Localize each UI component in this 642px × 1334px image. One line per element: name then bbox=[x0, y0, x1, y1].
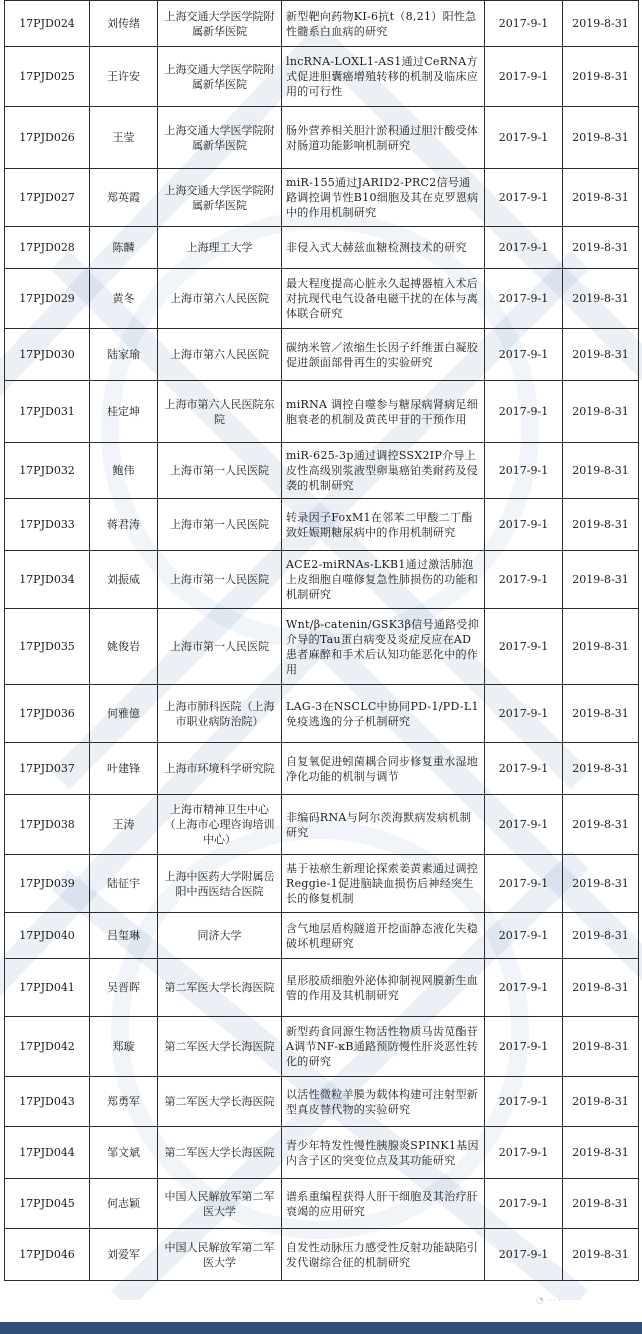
project-title-cell: 转录因子FoxM1在邻苯二甲酸二丁酯致妊娠期糖尿病中的作用机制研究 bbox=[282, 499, 485, 551]
leader-name-cell: 王涛 bbox=[90, 795, 158, 855]
institution-cell: 中国人民解放军第二军医大学 bbox=[158, 1229, 282, 1281]
start-date-cell: 2017-9-1 bbox=[485, 1, 563, 47]
project-id-cell: 17PJD034 bbox=[5, 551, 90, 609]
start-date-cell: 2017-9-1 bbox=[485, 269, 563, 329]
table-row bbox=[5, 381, 639, 443]
institution-cell: 第二军医大学长海医院 bbox=[158, 1017, 282, 1077]
end-date-cell: 2019-8-31 bbox=[563, 1179, 639, 1229]
end-date-cell: 2019-8-31 bbox=[563, 1017, 639, 1077]
project-id-cell: 17PJD036 bbox=[5, 685, 90, 743]
start-date-cell: 2017-9-1 bbox=[485, 855, 563, 913]
project-id-cell: 17PJD028 bbox=[5, 227, 90, 269]
start-date-cell: 2017-9-1 bbox=[485, 913, 563, 959]
institution-cell: 上海市第一人民医院 bbox=[158, 609, 282, 685]
start-date-cell: 2017-9-1 bbox=[485, 227, 563, 269]
project-title-cell: 非编码RNA与阿尔茨海默病发病机制研究 bbox=[282, 795, 485, 855]
start-date-cell: 2017-9-1 bbox=[485, 1179, 563, 1229]
end-date-cell: 2019-8-31 bbox=[563, 913, 639, 959]
start-date-cell: 2017-9-1 bbox=[485, 1229, 563, 1281]
project-title-cell: 肠外营养相关胆汁淤积通过胆汁酸受体对肠道功能影响机制研究 bbox=[282, 107, 485, 169]
table-row bbox=[5, 1077, 639, 1127]
end-date-cell: 2019-8-31 bbox=[563, 685, 639, 743]
project-title-cell: 最大程度提高心脏永久起搏器植入术后对抗现代电气设备电磁干扰的在体与离体联合研究 bbox=[282, 269, 485, 329]
leader-name-cell: 桂定坤 bbox=[90, 381, 158, 443]
leader-name-cell: 鲍伟 bbox=[90, 443, 158, 499]
start-date-cell: 2017-9-1 bbox=[485, 743, 563, 795]
project-title-cell: 新型靶向药物KI-6抗t（8,21）阳性急性髓系白血病的研究 bbox=[282, 1, 485, 47]
leader-name-cell: 郑璇 bbox=[90, 1017, 158, 1077]
table-row bbox=[5, 1229, 639, 1281]
start-date-cell: 2017-9-1 bbox=[485, 443, 563, 499]
leader-name-cell: 何雅億 bbox=[90, 685, 158, 743]
project-title-cell: 新型药食同源生物活性物质马齿苋酯苷A调节NF-κB通路预防慢性肝炎恶性转化的研究 bbox=[282, 1017, 485, 1077]
start-date-cell: 2017-9-1 bbox=[485, 795, 563, 855]
project-title-cell: Wnt/β-catenin/GSK3β信号通路受抑介导的Tau蛋白病变及炎症反应在AD患者麻醉和手术后认知功能恶化中的作用 bbox=[282, 609, 485, 685]
institution-cell: 上海市肺科医院（上海市职业病防治院） bbox=[158, 685, 282, 743]
table-row bbox=[5, 499, 639, 551]
table-row bbox=[5, 1, 639, 47]
leader-name-cell: 邹文斌 bbox=[90, 1127, 158, 1179]
institution-cell: 同济大学 bbox=[158, 913, 282, 959]
institution-cell: 上海市第六人民医院东院 bbox=[158, 381, 282, 443]
leader-name-cell: 刘爱军 bbox=[90, 1229, 158, 1281]
project-id-cell: 17PJD042 bbox=[5, 1017, 90, 1077]
table-row bbox=[5, 227, 639, 269]
project-id-cell: 17PJD027 bbox=[5, 169, 90, 227]
leader-name-cell: 王许安 bbox=[90, 47, 158, 107]
institution-cell: 第二军医大学长海医院 bbox=[158, 1127, 282, 1179]
institution-cell: 上海交通大学医学院附属新华医院 bbox=[158, 47, 282, 107]
institution-cell: 上海市第一人民医院 bbox=[158, 499, 282, 551]
project-id-cell: 17PJD035 bbox=[5, 609, 90, 685]
project-title-cell: LAG-3在NSCLC中协同PD-1/PD-L1免疫逃逸的分子机制研究 bbox=[282, 685, 485, 743]
start-date-cell: 2017-9-1 bbox=[485, 381, 563, 443]
table-row bbox=[5, 743, 639, 795]
end-date-cell: 2019-8-31 bbox=[563, 1077, 639, 1127]
table-row bbox=[5, 269, 639, 329]
end-date-cell: 2019-8-31 bbox=[563, 107, 639, 169]
project-title-cell: miR-155通过JARID2-PRC2信号通路调控调节性B10细胞及其在克罗恩病中的作用机制研究 bbox=[282, 169, 485, 227]
leader-name-cell: 陆征宇 bbox=[90, 855, 158, 913]
table-row bbox=[5, 107, 639, 169]
project-id-cell: 17PJD024 bbox=[5, 1, 90, 47]
table-row bbox=[5, 443, 639, 499]
project-title-cell: 谱系重编程获得人肝干细胞及其治疗肝衰竭的应用研究 bbox=[282, 1179, 485, 1229]
institution-cell: 上海市环境科学研究院 bbox=[158, 743, 282, 795]
institution-cell: 上海市第六人民医院 bbox=[158, 329, 282, 381]
end-date-cell: 2019-8-31 bbox=[563, 551, 639, 609]
table-row bbox=[5, 1017, 639, 1077]
start-date-cell: 2017-9-1 bbox=[485, 959, 563, 1017]
project-id-cell: 17PJD029 bbox=[5, 269, 90, 329]
institution-cell: 上海市第六人民医院 bbox=[158, 269, 282, 329]
end-date-cell: 2019-8-31 bbox=[563, 609, 639, 685]
project-id-cell: 17PJD044 bbox=[5, 1127, 90, 1179]
project-title-cell: 青少年特发性慢性胰腺炎SPINK1基因内含子区的突变位点及其功能研究 bbox=[282, 1127, 485, 1179]
footer-bar bbox=[0, 1322, 642, 1334]
end-date-cell: 2019-8-31 bbox=[563, 381, 639, 443]
leader-name-cell: 刘振威 bbox=[90, 551, 158, 609]
institution-cell: 上海市精神卫生中心（上海市心理咨询培训中心） bbox=[158, 795, 282, 855]
end-date-cell: 2019-8-31 bbox=[563, 169, 639, 227]
project-id-cell: 17PJD025 bbox=[5, 47, 90, 107]
leader-name-cell: 郑英霞 bbox=[90, 169, 158, 227]
project-table bbox=[4, 0, 639, 1281]
project-id-cell: 17PJD038 bbox=[5, 795, 90, 855]
project-title-cell: 碳纳米管／浓缩生长因子纤维蛋白凝胶促进颌面部骨再生的实验研究 bbox=[282, 329, 485, 381]
start-date-cell: 2017-9-1 bbox=[485, 609, 563, 685]
project-id-cell: 17PJD039 bbox=[5, 855, 90, 913]
table-row bbox=[5, 685, 639, 743]
end-date-cell: 2019-8-31 bbox=[563, 855, 639, 913]
leader-name-cell: 郑勇军 bbox=[90, 1077, 158, 1127]
project-title-cell: lncRNA-LOXL1-AS1通过CeRNA方式促进胆囊癌增殖转移的机制及临床应用的可行性 bbox=[282, 47, 485, 107]
start-date-cell: 2017-9-1 bbox=[485, 685, 563, 743]
project-id-cell: 17PJD031 bbox=[5, 381, 90, 443]
end-date-cell: 2019-8-31 bbox=[563, 743, 639, 795]
project-id-cell: 17PJD033 bbox=[5, 499, 90, 551]
end-date-cell: 2019-8-31 bbox=[563, 1127, 639, 1179]
leader-name-cell: 蒋君涛 bbox=[90, 499, 158, 551]
leader-name-cell: 刘传绪 bbox=[90, 1, 158, 47]
institution-cell: 上海市第一人民医院 bbox=[158, 443, 282, 499]
end-date-cell: 2019-8-31 bbox=[563, 329, 639, 381]
start-date-cell: 2017-9-1 bbox=[485, 329, 563, 381]
start-date-cell: 2017-9-1 bbox=[485, 107, 563, 169]
start-date-cell: 2017-9-1 bbox=[485, 499, 563, 551]
table-row bbox=[5, 1179, 639, 1229]
project-id-cell: 17PJD041 bbox=[5, 959, 90, 1017]
project-id-cell: 17PJD045 bbox=[5, 1179, 90, 1229]
table-row bbox=[5, 855, 639, 913]
end-date-cell: 2019-8-31 bbox=[563, 499, 639, 551]
leader-name-cell: 吴晋晖 bbox=[90, 959, 158, 1017]
institution-cell: 上海市第一人民医院 bbox=[158, 551, 282, 609]
institution-cell: 第二军医大学长海医院 bbox=[158, 959, 282, 1017]
project-id-cell: 17PJD032 bbox=[5, 443, 90, 499]
project-title-cell: 含气地层盾构隧道开挖面静态液化失稳破坏机理研究 bbox=[282, 913, 485, 959]
project-title-cell: 自发性动脉压力感受性反射功能缺陷引发代谢综合征的机制研究 bbox=[282, 1229, 485, 1281]
table-row bbox=[5, 959, 639, 1017]
project-id-cell: 17PJD037 bbox=[5, 743, 90, 795]
end-date-cell: 2019-8-31 bbox=[563, 959, 639, 1017]
end-date-cell: 2019-8-31 bbox=[563, 443, 639, 499]
end-date-cell: 2019-8-31 bbox=[563, 1229, 639, 1281]
start-date-cell: 2017-9-1 bbox=[485, 1077, 563, 1127]
start-date-cell: 2017-9-1 bbox=[485, 1127, 563, 1179]
table-row bbox=[5, 551, 639, 609]
leader-name-cell: 姚俊岩 bbox=[90, 609, 158, 685]
end-date-cell: 2019-8-31 bbox=[563, 795, 639, 855]
project-title-cell: 非侵入式大赫兹血糖检测技术的研究 bbox=[282, 227, 485, 269]
project-title-cell: miRNA 调控自噬参与糖尿病肾病足细胞衰老的机制及黄芪甲苷的干预作用 bbox=[282, 381, 485, 443]
institution-cell: 上海理工大学 bbox=[158, 227, 282, 269]
project-title-cell: 基于祛瘀生新理论探索姜黄素通过调控Reggie-1促进脑缺血损伤后神经突生长的修复机制 bbox=[282, 855, 485, 913]
table-row bbox=[5, 609, 639, 685]
institution-cell: 上海交通大学医学院附属新华医院 bbox=[158, 107, 282, 169]
start-date-cell: 2017-9-1 bbox=[485, 47, 563, 107]
table-row bbox=[5, 47, 639, 107]
leader-name-cell: 王莹 bbox=[90, 107, 158, 169]
project-id-cell: 17PJD046 bbox=[5, 1229, 90, 1281]
table-row bbox=[5, 795, 639, 855]
end-date-cell: 2019-8-31 bbox=[563, 227, 639, 269]
end-date-cell: 2019-8-31 bbox=[563, 269, 639, 329]
project-id-cell: 17PJD043 bbox=[5, 1077, 90, 1127]
project-id-cell: 17PJD040 bbox=[5, 913, 90, 959]
end-date-cell: 2019-8-31 bbox=[563, 1, 639, 47]
institution-cell: 上海交通大学医学院附属新华医院 bbox=[158, 169, 282, 227]
leader-name-cell: 黄冬 bbox=[90, 269, 158, 329]
table-row bbox=[5, 1127, 639, 1179]
project-title-cell: 星形胶质细胞外泌体抑制视网膜新生血管的作用及其机制研究 bbox=[282, 959, 485, 1017]
institution-cell: 上海中医药大学附属岳阳中西医结合医院 bbox=[158, 855, 282, 913]
institution-cell: 第二军医大学长海医院 bbox=[158, 1077, 282, 1127]
start-date-cell: 2017-9-1 bbox=[485, 169, 563, 227]
project-title-cell: 自复氧促进蚓菌耦合同步修复重水湿地净化功能的机制与调节 bbox=[282, 743, 485, 795]
institution-cell: 中国人民解放军第二军医大学 bbox=[158, 1179, 282, 1229]
leader-name-cell: 何志颖 bbox=[90, 1179, 158, 1229]
table-row bbox=[5, 329, 639, 381]
leader-name-cell: 吕玺琳 bbox=[90, 913, 158, 959]
project-id-cell: 17PJD026 bbox=[5, 107, 90, 169]
corner-brand-mark: ◔ ··· · bbox=[536, 1296, 562, 1306]
leader-name-cell: 叶建锋 bbox=[90, 743, 158, 795]
project-title-cell: miR-625-3p通过调控SSX2IP介导上皮性高级别浆液型卵巢癌铂类耐药及侵袭的机制研究 bbox=[282, 443, 485, 499]
end-date-cell: 2019-8-31 bbox=[563, 47, 639, 107]
project-title-cell: 以活性微粒羊膜为载体构建可注射型新型真皮替代物的实验研究 bbox=[282, 1077, 485, 1127]
project-id-cell: 17PJD030 bbox=[5, 329, 90, 381]
leader-name-cell: 陈麟 bbox=[90, 227, 158, 269]
leader-name-cell: 陆家瑜 bbox=[90, 329, 158, 381]
institution-cell: 上海交通大学医学院附属新华医院 bbox=[158, 1, 282, 47]
table-row bbox=[5, 913, 639, 959]
start-date-cell: 2017-9-1 bbox=[485, 1017, 563, 1077]
table-row bbox=[5, 169, 639, 227]
start-date-cell: 2017-9-1 bbox=[485, 551, 563, 609]
project-title-cell: ACE2-miRNAs-LKB1通过激活肺泡上皮细胞自噬修复急性肺损伤的功能和机制研究 bbox=[282, 551, 485, 609]
